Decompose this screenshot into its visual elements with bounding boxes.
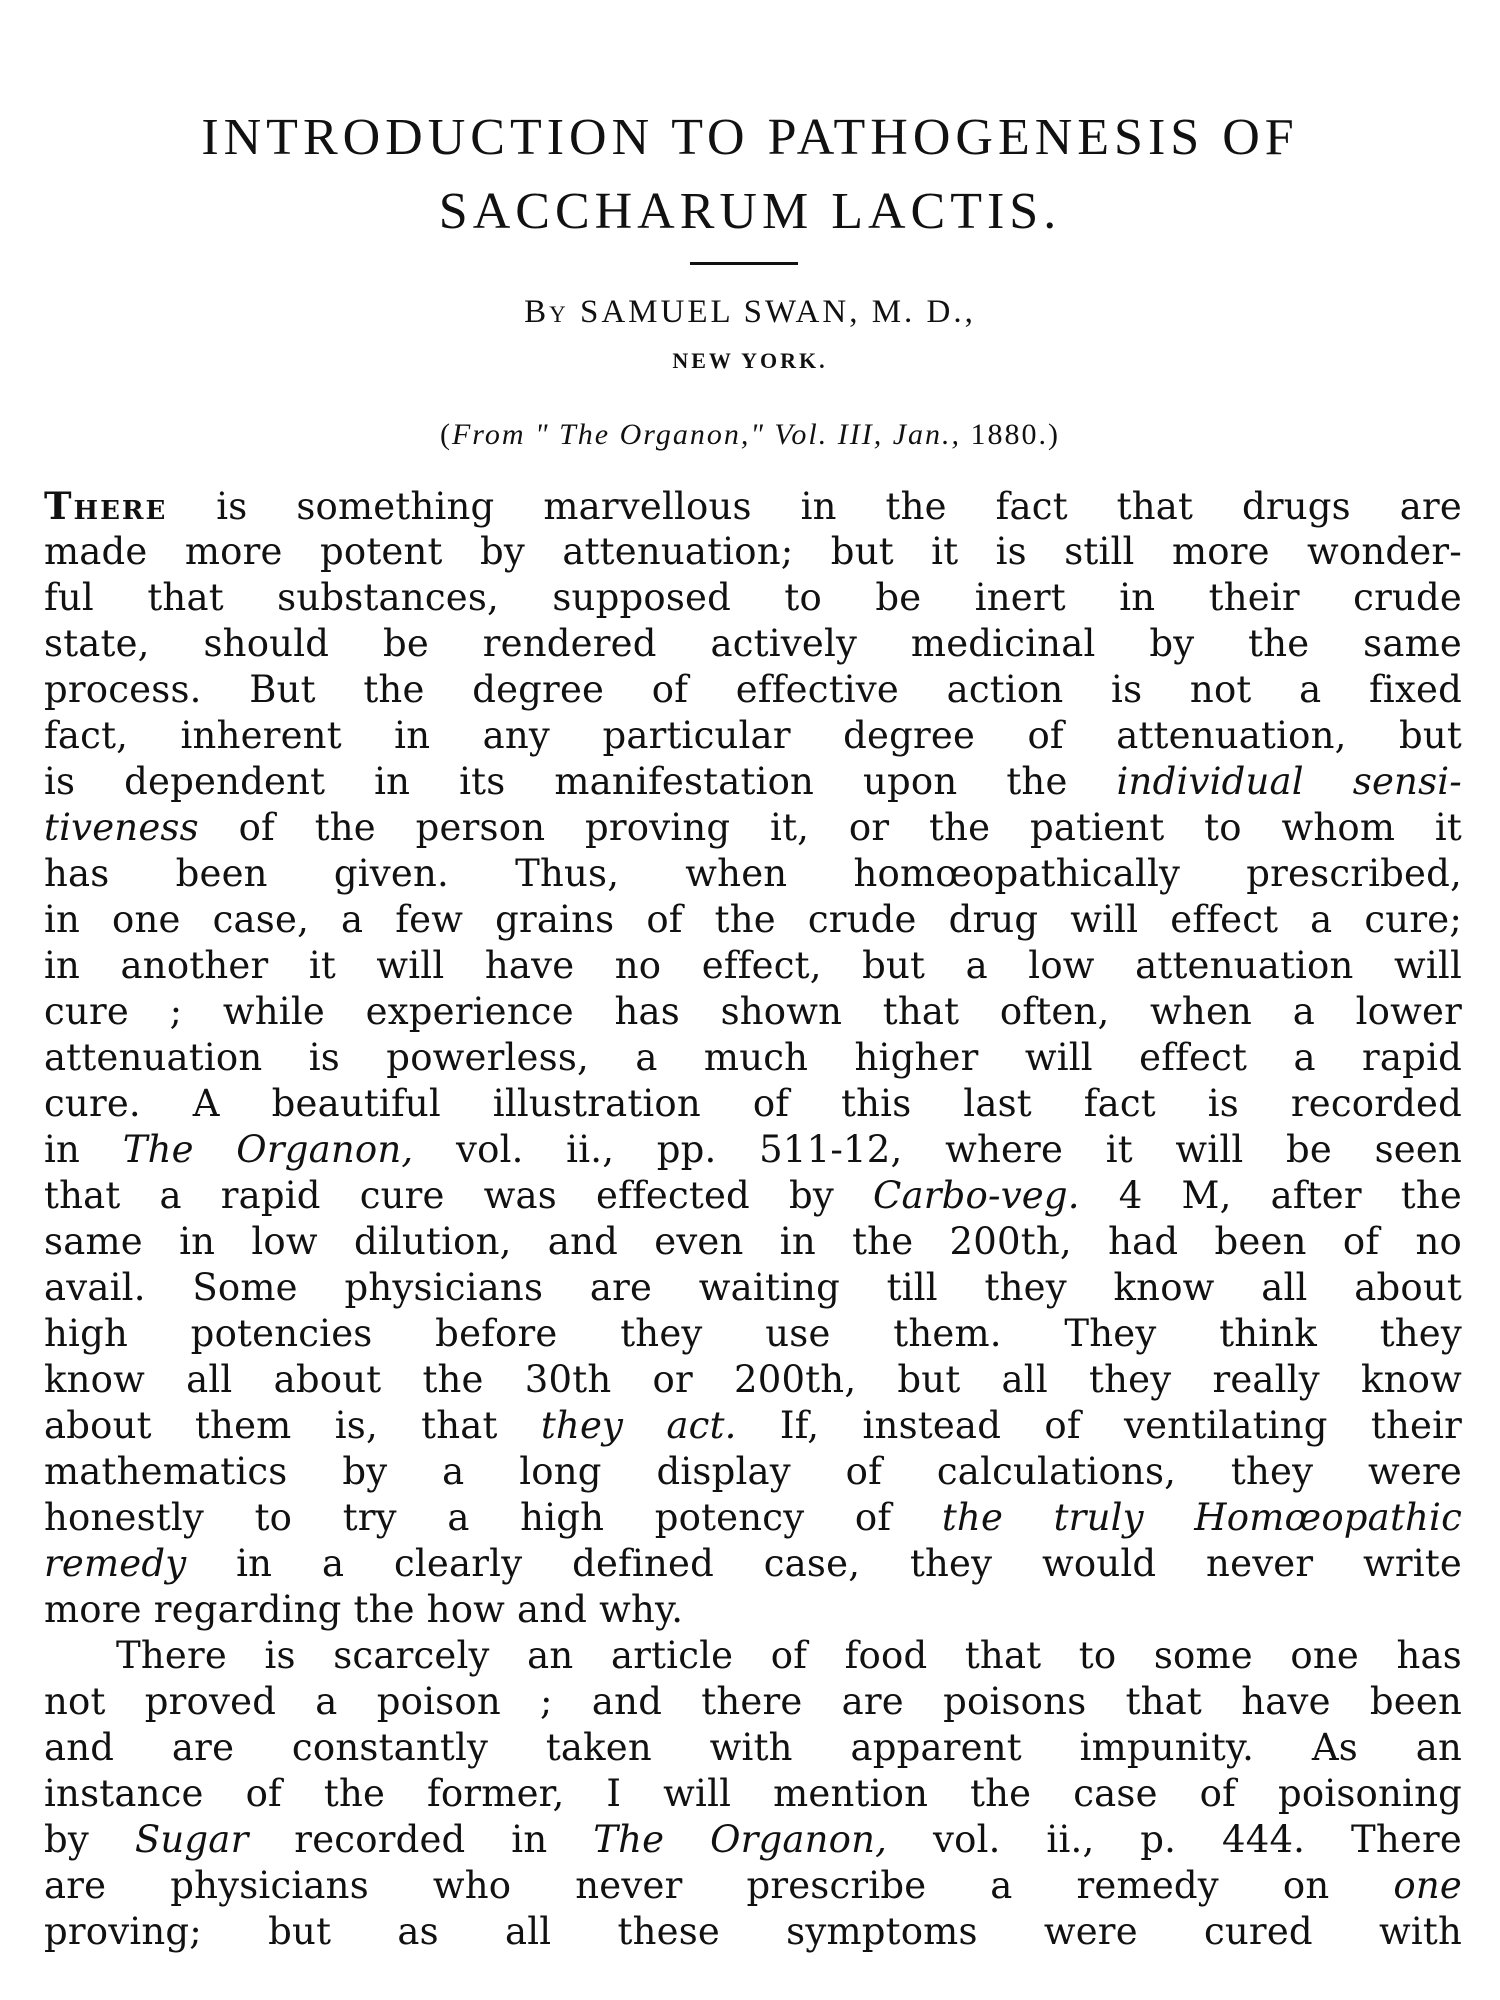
body-line xyxy=(44,1587,1462,1633)
line-text: ful that substances, supposed to be inert in their crude xyxy=(44,576,1462,619)
line-text: is something marvellous in the fact that drugs are xyxy=(167,485,1462,528)
body-line xyxy=(44,483,1462,529)
line-text: vol. ii., pp. 511-12, where it will be seen xyxy=(413,1128,1462,1171)
body-line xyxy=(44,1403,1462,1449)
body-line xyxy=(44,1219,1462,1265)
line-text: in one case, a few grains of the crude drug will effect a cure; xyxy=(44,898,1462,941)
line-pre: honestly to try a high potency of xyxy=(44,1496,942,1539)
line-pre: about them is, that xyxy=(44,1404,541,1447)
body-line xyxy=(44,529,1462,575)
line-italic: the truly Homœopathic xyxy=(941,1496,1462,1539)
line-text: not proved a poison ; and there are poisons that have been xyxy=(44,1680,1462,1723)
line-italic-mid2: The Organon, xyxy=(593,1818,888,1861)
line-text: 4 M, after the xyxy=(1079,1174,1462,1217)
body-line xyxy=(44,1449,1462,1495)
title-divider xyxy=(690,262,798,265)
line-text: state, should be rendered actively medicinal by the same xyxy=(44,622,1462,665)
body-line xyxy=(44,989,1462,1035)
line-text: of the person proving it, or the patient to whom it xyxy=(198,806,1462,849)
byline-author: SAMUEL SWAN, M. D., xyxy=(579,294,976,330)
byline-by: By xyxy=(524,294,569,330)
line-text: in a clearly defined case, they would never write xyxy=(186,1542,1462,1585)
line-text: instance of the former, I will mention the case of poisoning xyxy=(44,1772,1462,1815)
line-text: mathematics by a long display of calculations, they were xyxy=(44,1450,1462,1493)
line-italic-mid: they act. xyxy=(540,1404,737,1447)
line-text: has been given. Thus, when homœopathically prescribed, xyxy=(44,852,1462,895)
title-line-1: INTRODUCTION TO PATHOGENESIS OF xyxy=(201,109,1299,166)
byline-place: NEW YORK. xyxy=(672,348,828,373)
body-line xyxy=(44,851,1462,897)
body-line xyxy=(44,1909,1462,1955)
line-italic: individual sensi- xyxy=(1116,760,1462,803)
body-line xyxy=(44,1495,1462,1541)
line-text: made more potent by attenuation; but it is still more wonder- xyxy=(44,530,1462,573)
line-italic-lead: remedy xyxy=(44,1542,187,1585)
body-line xyxy=(44,667,1462,713)
body-line xyxy=(44,1863,1462,1909)
line-pre: that a rapid cure was effected by xyxy=(44,1174,873,1217)
body-line xyxy=(44,1725,1462,1771)
line-text: know all about the 30th or 200th, but all they really know xyxy=(44,1358,1462,1401)
line-pre: by xyxy=(44,1818,135,1861)
body-line xyxy=(44,1265,1462,1311)
line-text: vol. ii., p. 444. There xyxy=(887,1818,1462,1861)
line-mid2: recorded in xyxy=(248,1818,594,1861)
line-text: process. But the degree of effective action is not a fixed xyxy=(44,668,1462,711)
body-line xyxy=(44,713,1462,759)
line-text: cure. A beautiful illustration of this last fact is recorded xyxy=(44,1082,1462,1125)
body-line xyxy=(44,621,1462,667)
line-text: cure ; while experience has shown that often, when a lower xyxy=(44,990,1462,1033)
line-italic-mid: Sugar xyxy=(134,1818,249,1861)
line-italic-mid: Carbo-veg. xyxy=(872,1174,1080,1217)
line-text: If, instead of ventilating their xyxy=(736,1404,1462,1447)
line-text: attenuation is powerless, a much higher will effect a rapid xyxy=(44,1036,1462,1079)
source-reference: From " The Organon," Vol. III, Jan., xyxy=(451,418,962,451)
body-line xyxy=(44,1357,1462,1403)
line-text: fact, inherent in any particular degree of attenuation, but xyxy=(44,714,1462,757)
source-open-paren: ( xyxy=(439,418,452,451)
body-line xyxy=(44,1035,1462,1081)
title-line-2: SACCHARUM LACTIS. xyxy=(438,183,1062,240)
body-line xyxy=(44,1817,1462,1863)
line-text: avail. Some physicians are waiting till they know all about xyxy=(44,1266,1462,1309)
line-text: same in low dilution, and even in the 200th, had been of no xyxy=(44,1220,1462,1263)
article-body xyxy=(44,483,1462,1955)
body-line xyxy=(44,1173,1462,1219)
line-italic-lead: tiveness xyxy=(44,806,199,849)
body-line xyxy=(44,1127,1462,1173)
line-italic-mid: The Organon, xyxy=(122,1128,414,1171)
body-line xyxy=(44,943,1462,989)
line-pre: in xyxy=(44,1128,123,1171)
body-line xyxy=(44,575,1462,621)
body-line xyxy=(44,1541,1462,1587)
byline xyxy=(0,294,1500,331)
source-citation xyxy=(0,418,1500,452)
line-text: high potencies before they use them. They think they xyxy=(44,1312,1462,1355)
body-line xyxy=(44,1771,1462,1817)
body-line xyxy=(44,759,1462,805)
body-line xyxy=(44,1311,1462,1357)
body-line xyxy=(44,1679,1462,1725)
line-text: more regarding the how and why. xyxy=(44,1588,684,1631)
body-line xyxy=(44,805,1462,851)
line-italic: one xyxy=(1393,1864,1462,1907)
line-text: in another it will have no effect, but a low attenuation will xyxy=(44,944,1462,987)
body-line xyxy=(44,1081,1462,1127)
source-year: 1880.) xyxy=(970,418,1061,451)
body-line xyxy=(44,897,1462,943)
line-pre: are physicians who never prescribe a remedy on xyxy=(44,1864,1394,1907)
line-lead-sc: There xyxy=(44,484,168,528)
line-text: proving; but as all these symptoms were cured with xyxy=(44,1910,1462,1953)
line-text: There is scarcely an article of food that to some one has xyxy=(116,1634,1462,1677)
line-text: is dependent in its manifestation upon the xyxy=(44,760,1117,803)
line-text: and are constantly taken with apparent impunity. As an xyxy=(44,1726,1462,1769)
body-line xyxy=(44,1633,1462,1679)
